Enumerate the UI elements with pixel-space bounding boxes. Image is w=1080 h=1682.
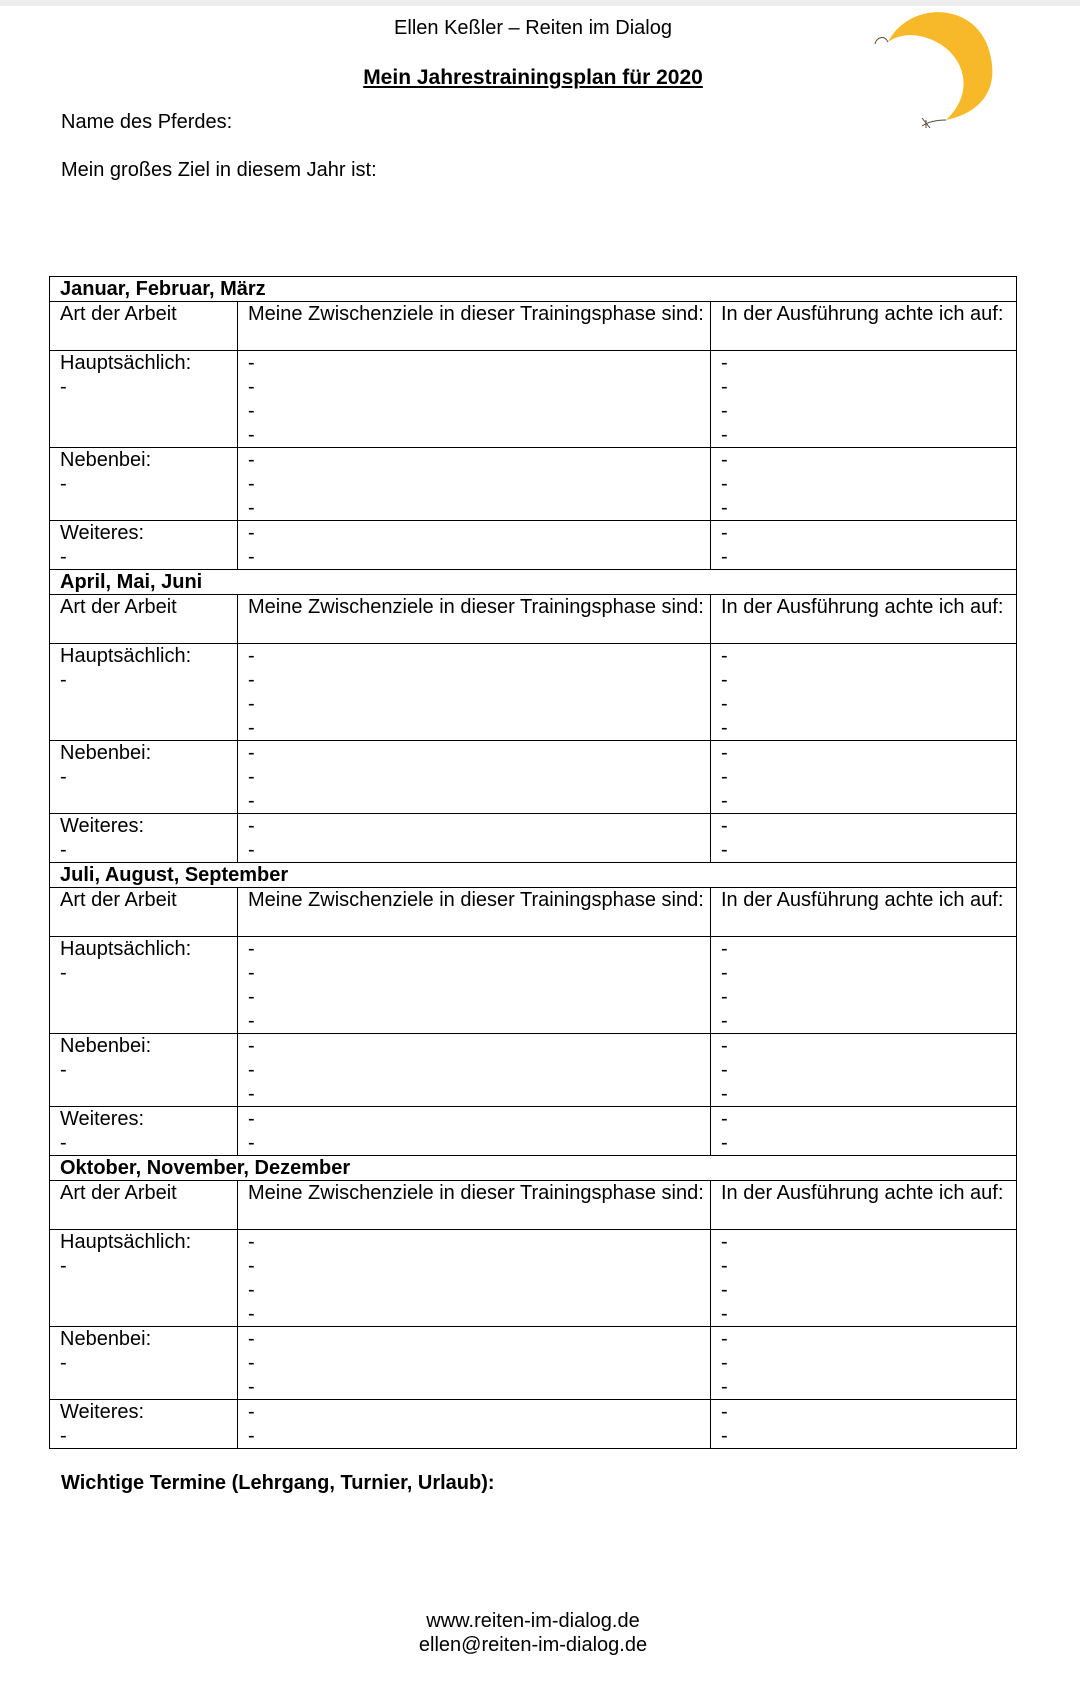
blank-line: - xyxy=(721,717,728,739)
footer-email: ellen@reiten-im-dialog.de xyxy=(418,1634,648,1656)
blank-line: - xyxy=(248,1035,255,1057)
interim-goals-cell xyxy=(238,1230,711,1327)
quarter-title-row xyxy=(50,277,1017,302)
row-label: Nebenbei: xyxy=(60,1035,152,1057)
interim-goals-cell xyxy=(238,521,711,570)
blank-line: - xyxy=(248,938,255,960)
column-header: In der Ausführung achte ich auf: xyxy=(711,888,1017,937)
interim-goals-cell xyxy=(238,1034,711,1107)
execution-focus-cell xyxy=(711,448,1017,521)
blank-line: - xyxy=(248,962,255,984)
work-type-cell xyxy=(50,521,238,570)
blank-line: - xyxy=(60,962,67,984)
interim-goals-cell xyxy=(238,1327,711,1400)
execution-focus-cell xyxy=(711,1034,1017,1107)
important-dates-label: Wichtige Termine (Lehrgang, Turnier, Urlaub): xyxy=(61,1472,495,1494)
blank-line: - xyxy=(721,839,728,861)
blank-line: - xyxy=(248,1303,255,1325)
blank-line: - xyxy=(248,352,255,374)
execution-focus-cell xyxy=(711,1230,1017,1327)
training-plan-table xyxy=(49,276,1017,1449)
blank-line: - xyxy=(248,815,255,837)
blank-line: - xyxy=(721,669,728,691)
blank-line: - xyxy=(248,1132,255,1154)
blank-line: - xyxy=(248,742,255,764)
blank-line: - xyxy=(60,1425,67,1447)
blank-line: - xyxy=(60,376,67,398)
row-label: Weiteres: xyxy=(60,1401,145,1423)
table-row xyxy=(50,814,1017,863)
table-row xyxy=(50,1107,1017,1156)
table-row xyxy=(50,448,1017,521)
blank-line: - xyxy=(248,376,255,398)
blank-line: - xyxy=(60,669,67,691)
blank-line: - xyxy=(248,1231,255,1253)
blank-line: - xyxy=(721,424,728,446)
work-type-cell xyxy=(50,1107,238,1156)
blank-line: - xyxy=(248,473,255,495)
blank-line: - xyxy=(721,522,728,544)
interim-goals-cell xyxy=(238,644,711,741)
work-type-cell xyxy=(50,1034,238,1107)
work-type-cell xyxy=(50,937,238,1034)
author-line: Ellen Keßler – Reiten im Dialog xyxy=(394,17,672,39)
blank-line: - xyxy=(721,693,728,715)
blank-line: - xyxy=(721,1231,728,1253)
blank-line: - xyxy=(60,546,67,568)
blank-line: - xyxy=(721,1425,728,1447)
blank-line: - xyxy=(248,1352,255,1374)
blank-line: - xyxy=(60,766,67,788)
blank-line: - xyxy=(721,1255,728,1277)
moon-balloon-icon xyxy=(870,2,1000,132)
column-header: In der Ausführung achte ich auf: xyxy=(711,595,1017,644)
execution-focus-cell xyxy=(711,1327,1017,1400)
blank-line: - xyxy=(721,352,728,374)
blank-line: - xyxy=(721,473,728,495)
table-row xyxy=(50,741,1017,814)
interim-goals-cell xyxy=(238,448,711,521)
blank-line: - xyxy=(248,766,255,788)
quarter-title: Juli, August, September xyxy=(50,863,1017,888)
blank-line: - xyxy=(248,1376,255,1398)
column-header: Meine Zwischenziele in dieser Trainingsphase sind: xyxy=(238,888,711,937)
interim-goals-cell xyxy=(238,814,711,863)
blank-line: - xyxy=(721,766,728,788)
execution-focus-cell xyxy=(711,351,1017,448)
table-row xyxy=(50,1327,1017,1400)
blank-line: - xyxy=(721,1279,728,1301)
blank-line: - xyxy=(721,1010,728,1032)
blank-line: - xyxy=(248,717,255,739)
interim-goals-cell xyxy=(238,351,711,448)
work-type-cell xyxy=(50,814,238,863)
blank-line: - xyxy=(248,1083,255,1105)
blank-line: - xyxy=(248,1059,255,1081)
execution-focus-cell xyxy=(711,644,1017,741)
quarter-title: Oktober, November, Dezember xyxy=(50,1156,1017,1181)
row-label: Weiteres: xyxy=(60,522,145,544)
execution-focus-cell xyxy=(711,741,1017,814)
blank-line: - xyxy=(721,449,728,471)
blank-line: - xyxy=(721,1035,728,1057)
blank-line: - xyxy=(721,546,728,568)
blank-line: - xyxy=(721,1303,728,1325)
interim-goals-cell xyxy=(238,1400,711,1449)
interim-goals-cell xyxy=(238,1107,711,1156)
interim-goals-cell xyxy=(238,741,711,814)
blank-line: - xyxy=(248,839,255,861)
column-header: In der Ausführung achte ich auf: xyxy=(711,302,1017,351)
row-label: Weiteres: xyxy=(60,1108,145,1130)
table-row xyxy=(50,351,1017,448)
work-type-cell xyxy=(50,1230,238,1327)
table-row xyxy=(50,644,1017,741)
execution-focus-cell xyxy=(711,521,1017,570)
blank-line: - xyxy=(60,1132,67,1154)
blank-line: - xyxy=(721,1059,728,1081)
blank-line: - xyxy=(248,1010,255,1032)
blank-line: - xyxy=(60,839,67,861)
work-type-cell xyxy=(50,741,238,814)
blank-line: - xyxy=(248,546,255,568)
goal-label: Mein großes Ziel in diesem Jahr ist: xyxy=(61,159,377,181)
blank-line: - xyxy=(721,938,728,960)
quarter-title-row xyxy=(50,1156,1017,1181)
blank-line: - xyxy=(721,1328,728,1350)
column-header-row xyxy=(50,1181,1017,1230)
blank-line: - xyxy=(248,1328,255,1350)
execution-focus-cell xyxy=(711,814,1017,863)
blank-line: - xyxy=(248,645,255,667)
blank-line: - xyxy=(248,986,255,1008)
blank-line: - xyxy=(248,1279,255,1301)
row-label: Hauptsächlich: xyxy=(60,352,192,374)
row-label: Nebenbei: xyxy=(60,742,152,764)
blank-line: - xyxy=(248,1108,255,1130)
quarter-title: Januar, Februar, März xyxy=(50,277,1017,302)
blank-line: - xyxy=(248,1425,255,1447)
table-row xyxy=(50,1400,1017,1449)
blank-line: - xyxy=(721,645,728,667)
work-type-cell xyxy=(50,1400,238,1449)
row-label: Hauptsächlich: xyxy=(60,938,192,960)
footer xyxy=(0,1609,1066,1657)
blank-line: - xyxy=(721,1132,728,1154)
blank-line: - xyxy=(248,669,255,691)
blank-line: - xyxy=(60,1255,67,1277)
table-row xyxy=(50,1034,1017,1107)
column-header: Meine Zwischenziele in dieser Trainingsphase sind: xyxy=(238,595,711,644)
work-type-cell xyxy=(50,448,238,521)
blank-line: - xyxy=(721,1083,728,1105)
work-type-cell xyxy=(50,1327,238,1400)
blank-line: - xyxy=(248,1255,255,1277)
interim-goals-cell xyxy=(238,937,711,1034)
execution-focus-cell xyxy=(711,1107,1017,1156)
execution-focus-cell xyxy=(711,1400,1017,1449)
blank-line: - xyxy=(721,986,728,1008)
execution-focus-cell xyxy=(711,937,1017,1034)
table-row xyxy=(50,937,1017,1034)
blank-line: - xyxy=(60,1352,67,1374)
blank-line: - xyxy=(248,400,255,422)
column-header-row xyxy=(50,595,1017,644)
column-header: Art der Arbeit xyxy=(50,888,238,937)
column-header: Art der Arbeit xyxy=(50,1181,238,1230)
quarter-title-row xyxy=(50,570,1017,595)
footer-website: www.reiten-im-dialog.de xyxy=(426,1610,640,1632)
row-label: Weiteres: xyxy=(60,815,145,837)
blank-line: - xyxy=(721,1376,728,1398)
column-header: Art der Arbeit xyxy=(50,595,238,644)
table-row xyxy=(50,1230,1017,1327)
row-label: Hauptsächlich: xyxy=(60,1231,192,1253)
row-label: Nebenbei: xyxy=(60,449,152,471)
quarter-title: April, Mai, Juni xyxy=(50,570,1017,595)
quarter-title-row xyxy=(50,863,1017,888)
row-label: Nebenbei: xyxy=(60,1328,152,1350)
column-header-row xyxy=(50,302,1017,351)
blank-line: - xyxy=(248,497,255,519)
blank-line: - xyxy=(721,815,728,837)
horse-name-label: Name des Pferdes: xyxy=(61,111,233,133)
column-header: Meine Zwischenziele in dieser Trainingsphase sind: xyxy=(238,302,711,351)
blank-line: - xyxy=(248,424,255,446)
blank-line: - xyxy=(721,1352,728,1374)
blank-line: - xyxy=(721,497,728,519)
work-type-cell xyxy=(50,644,238,741)
blank-line: - xyxy=(248,693,255,715)
column-header-row xyxy=(50,888,1017,937)
blank-line: - xyxy=(248,522,255,544)
blank-line: - xyxy=(721,962,728,984)
page-title: Mein Jahrestrainingsplan für 2020 xyxy=(363,66,703,89)
work-type-cell xyxy=(50,351,238,448)
table-row xyxy=(50,521,1017,570)
blank-line: - xyxy=(721,400,728,422)
row-label: Hauptsächlich: xyxy=(60,645,192,667)
column-header: In der Ausführung achte ich auf: xyxy=(711,1181,1017,1230)
blank-line: - xyxy=(721,376,728,398)
blank-line: - xyxy=(248,790,255,812)
column-header: Meine Zwischenziele in dieser Trainingsphase sind: xyxy=(238,1181,711,1230)
blank-line: - xyxy=(248,1401,255,1423)
blank-line: - xyxy=(60,473,67,495)
blank-line: - xyxy=(721,790,728,812)
column-header: Art der Arbeit xyxy=(50,302,238,351)
blank-line: - xyxy=(721,742,728,764)
blank-line: - xyxy=(721,1401,728,1423)
blank-line: - xyxy=(248,449,255,471)
blank-line: - xyxy=(60,1059,67,1081)
blank-line: - xyxy=(721,1108,728,1130)
